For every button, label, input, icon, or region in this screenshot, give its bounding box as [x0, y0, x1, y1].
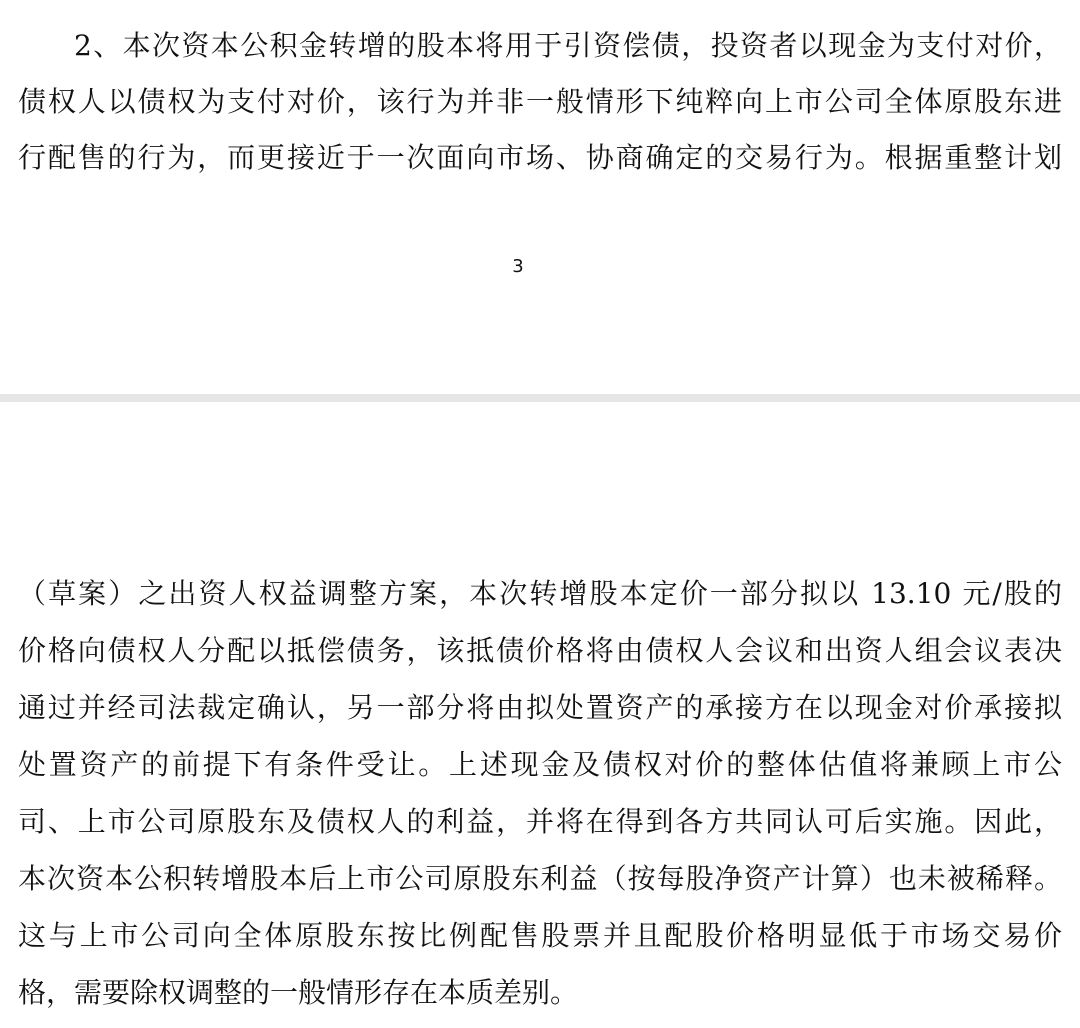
document-page-upper	[0, 0, 1080, 394]
paragraph-line: （草案）之出资人权益调整方案，本次转增股本定价一部分拟以 13.10 元/股的	[18, 577, 1062, 610]
paragraph-line: 处置资产的前提下有条件受让。上述现金及债权对价的整体估值将兼顾上市公	[18, 748, 1062, 781]
paragraph-line: 2、本次资本公积金转增的股本将用于引资偿债，投资者以现金为支付对价，	[74, 29, 1062, 62]
paragraph-line: 本次资本公积转增股本后上市公司原股东利益（按每股净资产计算）也未被稀释。	[18, 862, 1062, 895]
paragraph-line: 通过并经司法裁定确认，另一部分将由拟处置资产的承接方在以现金对价承接拟	[18, 691, 1062, 724]
paragraph-line: 这与上市公司向全体原股东按比例配售股票并且配股价格明显低于市场交易价	[18, 919, 1062, 952]
page-separator	[0, 394, 1080, 402]
paragraph-line: 债权人以债权为支付对价，该行为并非一般情形下纯粹向上市公司全体原股东进	[18, 85, 1062, 118]
paragraph-line: 行配售的行为，而更接近于一次面向市场、协商确定的交易行为。根据重整计划	[18, 141, 1062, 174]
paragraph-line-last: 格，需要除权调整的一般情形存在本质差别。	[18, 976, 579, 1009]
paragraph-line: 价格向债权人分配以抵偿债务，该抵债价格将由债权人会议和出资人组会议表决	[18, 634, 1062, 667]
page-number: 3	[512, 256, 524, 277]
document-page-lower	[0, 402, 1080, 1028]
paragraph-line: 司、上市公司原股东及债权人的利益，并将在得到各方共同认可后实施。因此，	[18, 805, 1062, 838]
